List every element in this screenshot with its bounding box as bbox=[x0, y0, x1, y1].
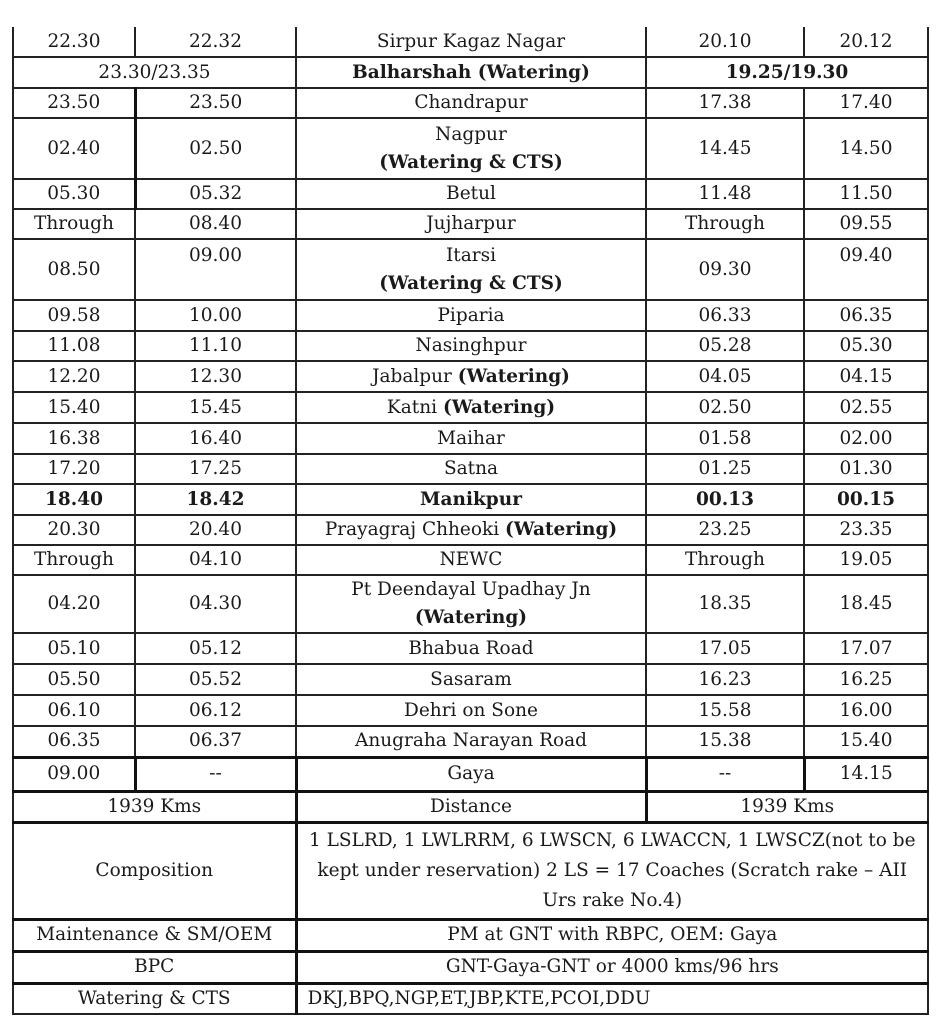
station-name: Bhabua Road bbox=[296, 633, 646, 664]
up-departure: 09.40 bbox=[804, 239, 928, 300]
up-arrival: 09.30 bbox=[646, 239, 804, 300]
down-arrival: 06.10 bbox=[13, 695, 135, 726]
timetable bbox=[12, 27, 929, 1015]
distance-down: 1939 Kms bbox=[13, 791, 296, 822]
table-row bbox=[13, 88, 928, 118]
down-arrival: 06.35 bbox=[13, 726, 135, 757]
station-label: Nagpur bbox=[435, 123, 507, 145]
table-row bbox=[13, 331, 928, 361]
station-note: (Watering) bbox=[442, 396, 556, 418]
bpc-value: GNT-Gaya-GNT or 4000 kms/96 hrs bbox=[296, 951, 928, 983]
up-departure: 18.45 bbox=[804, 575, 928, 633]
station-name: Maihar bbox=[296, 423, 646, 454]
up-arrival: 15.58 bbox=[646, 695, 804, 726]
table-row bbox=[13, 27, 928, 57]
table-row bbox=[13, 545, 928, 575]
down-arrival: 05.30 bbox=[13, 179, 135, 209]
down-departure: 17.25 bbox=[135, 454, 296, 484]
station-name bbox=[296, 118, 646, 179]
down-arrival: 16.38 bbox=[13, 423, 135, 454]
down-arrival: Through bbox=[13, 209, 135, 239]
station-name: Gaya bbox=[296, 757, 646, 791]
down-arrival: 02.40 bbox=[13, 118, 135, 179]
down-departure: 23.50 bbox=[135, 88, 296, 118]
down-departure: 16.40 bbox=[135, 423, 296, 454]
up-arrival: 15.38 bbox=[646, 726, 804, 757]
up-departure: 02.55 bbox=[804, 392, 928, 423]
table-row bbox=[13, 392, 928, 423]
station-name bbox=[296, 575, 646, 633]
watering-label: Watering & CTS bbox=[13, 983, 296, 1014]
table-row bbox=[13, 209, 928, 239]
table-row bbox=[13, 423, 928, 454]
up-departure: 02.00 bbox=[804, 423, 928, 454]
up-departure: 01.30 bbox=[804, 454, 928, 484]
down-departure: 05.12 bbox=[135, 633, 296, 664]
down-arrival: 08.50 bbox=[13, 239, 135, 300]
up-departure: 14.15 bbox=[804, 757, 928, 791]
station-name: Chandrapur bbox=[296, 88, 646, 118]
up-arrival: 06.33 bbox=[646, 300, 804, 331]
down-arrival: 23.50 bbox=[13, 88, 135, 118]
table-row bbox=[13, 118, 928, 179]
down-departure: 20.40 bbox=[135, 515, 296, 545]
station-name: Dehri on Sone bbox=[296, 695, 646, 726]
table-row bbox=[13, 575, 928, 633]
up-arrival: 04.05 bbox=[646, 361, 804, 392]
station-name: Sasaram bbox=[296, 664, 646, 695]
down-departure: 06.12 bbox=[135, 695, 296, 726]
up-departure: 05.30 bbox=[804, 331, 928, 361]
down-departure: 06.37 bbox=[135, 726, 296, 757]
up-departure: 14.50 bbox=[804, 118, 928, 179]
table-row bbox=[13, 484, 928, 515]
down-arrival: 09.00 bbox=[13, 757, 135, 791]
up-arrival: 02.50 bbox=[646, 392, 804, 423]
up-arrival: 11.48 bbox=[646, 179, 804, 209]
down-arrival: Through bbox=[13, 545, 135, 575]
down-arrival-departure: 23.30/23.35 bbox=[13, 57, 296, 88]
station-name: Piparia bbox=[296, 300, 646, 331]
watering-value: DKJ,BPQ,NGP,ET,JBP,KTE,PCOI,DDU bbox=[296, 983, 928, 1014]
up-departure: 19.05 bbox=[804, 545, 928, 575]
station-name bbox=[296, 392, 646, 423]
up-arrival: Through bbox=[646, 545, 804, 575]
down-departure: 10.00 bbox=[135, 300, 296, 331]
table-row bbox=[13, 695, 928, 726]
composition-value: 1 LSLRD, 1 LWLRRM, 6 LWSCN, 6 LWACCN, 1 LWSCZ(not to be kept under reservation) 2 LS = 17 Coaches (Scratch rake – AII Urs rake No.4) bbox=[296, 822, 928, 919]
table-row bbox=[13, 300, 928, 331]
up-departure: 17.40 bbox=[804, 88, 928, 118]
down-departure: 15.45 bbox=[135, 392, 296, 423]
up-departure: 15.40 bbox=[804, 726, 928, 757]
table-row bbox=[13, 454, 928, 484]
station-name: Anugraha Narayan Road bbox=[296, 726, 646, 757]
up-departure: 17.07 bbox=[804, 633, 928, 664]
distance-row bbox=[13, 791, 928, 822]
down-arrival: 04.20 bbox=[13, 575, 135, 633]
down-departure: 02.50 bbox=[135, 118, 296, 179]
station-name: Manikpur bbox=[296, 484, 646, 515]
up-times-bold: 19.25/19.30 bbox=[725, 61, 849, 83]
up-arrival: -- bbox=[646, 757, 804, 791]
up-departure: 20.12 bbox=[804, 27, 928, 57]
table-row bbox=[13, 57, 928, 88]
down-departure: 04.30 bbox=[135, 575, 296, 633]
up-arrival: 00.13 bbox=[646, 484, 804, 515]
station-note: (Watering & CTS) bbox=[379, 151, 563, 173]
down-departure: 08.40 bbox=[135, 209, 296, 239]
up-arrival-departure bbox=[646, 57, 928, 88]
down-departure: 11.10 bbox=[135, 331, 296, 361]
station-label: Pt Deendayal Upadhay Jn bbox=[351, 579, 591, 600]
table-row bbox=[13, 726, 928, 757]
bpc-label: BPC bbox=[13, 951, 296, 983]
down-arrival: 17.20 bbox=[13, 454, 135, 484]
table-row bbox=[13, 179, 928, 209]
up-arrival: 01.25 bbox=[646, 454, 804, 484]
maintenance-value: PM at GNT with RBPC, OEM: Gaya bbox=[296, 919, 928, 951]
station-name: Sirpur Kagaz Nagar bbox=[296, 27, 646, 57]
up-arrival: Through bbox=[646, 209, 804, 239]
up-arrival: 05.28 bbox=[646, 331, 804, 361]
up-departure: 09.55 bbox=[804, 209, 928, 239]
station-name bbox=[296, 515, 646, 545]
station-name-bold: Balharshah (Watering) bbox=[352, 61, 590, 83]
up-arrival: 17.38 bbox=[646, 88, 804, 118]
up-arrival: 23.25 bbox=[646, 515, 804, 545]
station-note: (Watering) bbox=[505, 519, 618, 540]
table-row bbox=[13, 361, 928, 392]
up-departure: 06.35 bbox=[804, 300, 928, 331]
station-label: Itarsi bbox=[445, 244, 497, 266]
up-departure: 16.00 bbox=[804, 695, 928, 726]
down-departure: 12.30 bbox=[135, 361, 296, 392]
up-departure: 23.35 bbox=[804, 515, 928, 545]
station-name: Betul bbox=[296, 179, 646, 209]
down-departure: 05.32 bbox=[135, 179, 296, 209]
station-label: Katni bbox=[386, 396, 438, 418]
station-note: (Watering) bbox=[457, 365, 570, 387]
maintenance-row bbox=[13, 919, 928, 951]
composition-label: Composition bbox=[13, 822, 296, 919]
station-name: Nasinghpur bbox=[296, 331, 646, 361]
station-name: Satna bbox=[296, 454, 646, 484]
up-arrival: 17.05 bbox=[646, 633, 804, 664]
table-row bbox=[13, 664, 928, 695]
up-arrival: 01.58 bbox=[646, 423, 804, 454]
down-arrival: 15.40 bbox=[13, 392, 135, 423]
down-arrival: 12.20 bbox=[13, 361, 135, 392]
bpc-row bbox=[13, 951, 928, 983]
down-departure: 22.32 bbox=[135, 27, 296, 57]
up-departure: 04.15 bbox=[804, 361, 928, 392]
watering-row bbox=[13, 983, 928, 1014]
up-arrival: 16.23 bbox=[646, 664, 804, 695]
up-arrival: 14.45 bbox=[646, 118, 804, 179]
station-name: NEWC bbox=[296, 545, 646, 575]
station-label: Prayagraj Chheoki bbox=[324, 519, 500, 540]
down-arrival: 22.30 bbox=[13, 27, 135, 57]
down-arrival: 05.10 bbox=[13, 633, 135, 664]
station-name bbox=[296, 361, 646, 392]
station-name bbox=[296, 57, 646, 88]
station-name: Jujharpur bbox=[296, 209, 646, 239]
maintenance-label: Maintenance & SM/OEM bbox=[13, 919, 296, 951]
composition-row bbox=[13, 822, 928, 919]
distance-label: Distance bbox=[296, 791, 646, 822]
up-arrival: 20.10 bbox=[646, 27, 804, 57]
table-row bbox=[13, 757, 928, 791]
table-row bbox=[13, 633, 928, 664]
down-departure: -- bbox=[135, 757, 296, 791]
up-departure: 16.25 bbox=[804, 664, 928, 695]
down-departure: 04.10 bbox=[135, 545, 296, 575]
table-row bbox=[13, 239, 928, 300]
distance-up: 1939 Kms bbox=[646, 791, 928, 822]
down-departure: 05.52 bbox=[135, 664, 296, 695]
down-arrival: 09.58 bbox=[13, 300, 135, 331]
down-arrival: 11.08 bbox=[13, 331, 135, 361]
station-note: (Watering & CTS) bbox=[379, 272, 563, 294]
down-arrival: 18.40 bbox=[13, 484, 135, 515]
up-departure: 00.15 bbox=[804, 484, 928, 515]
down-departure: 18.42 bbox=[135, 484, 296, 515]
down-arrival: 20.30 bbox=[13, 515, 135, 545]
up-departure: 11.50 bbox=[804, 179, 928, 209]
station-label: Jabalpur bbox=[372, 365, 452, 387]
table-row bbox=[13, 515, 928, 545]
up-arrival: 18.35 bbox=[646, 575, 804, 633]
station-note: (Watering) bbox=[414, 607, 528, 628]
down-departure: 09.00 bbox=[135, 239, 296, 300]
down-arrival: 05.50 bbox=[13, 664, 135, 695]
station-name bbox=[296, 239, 646, 300]
